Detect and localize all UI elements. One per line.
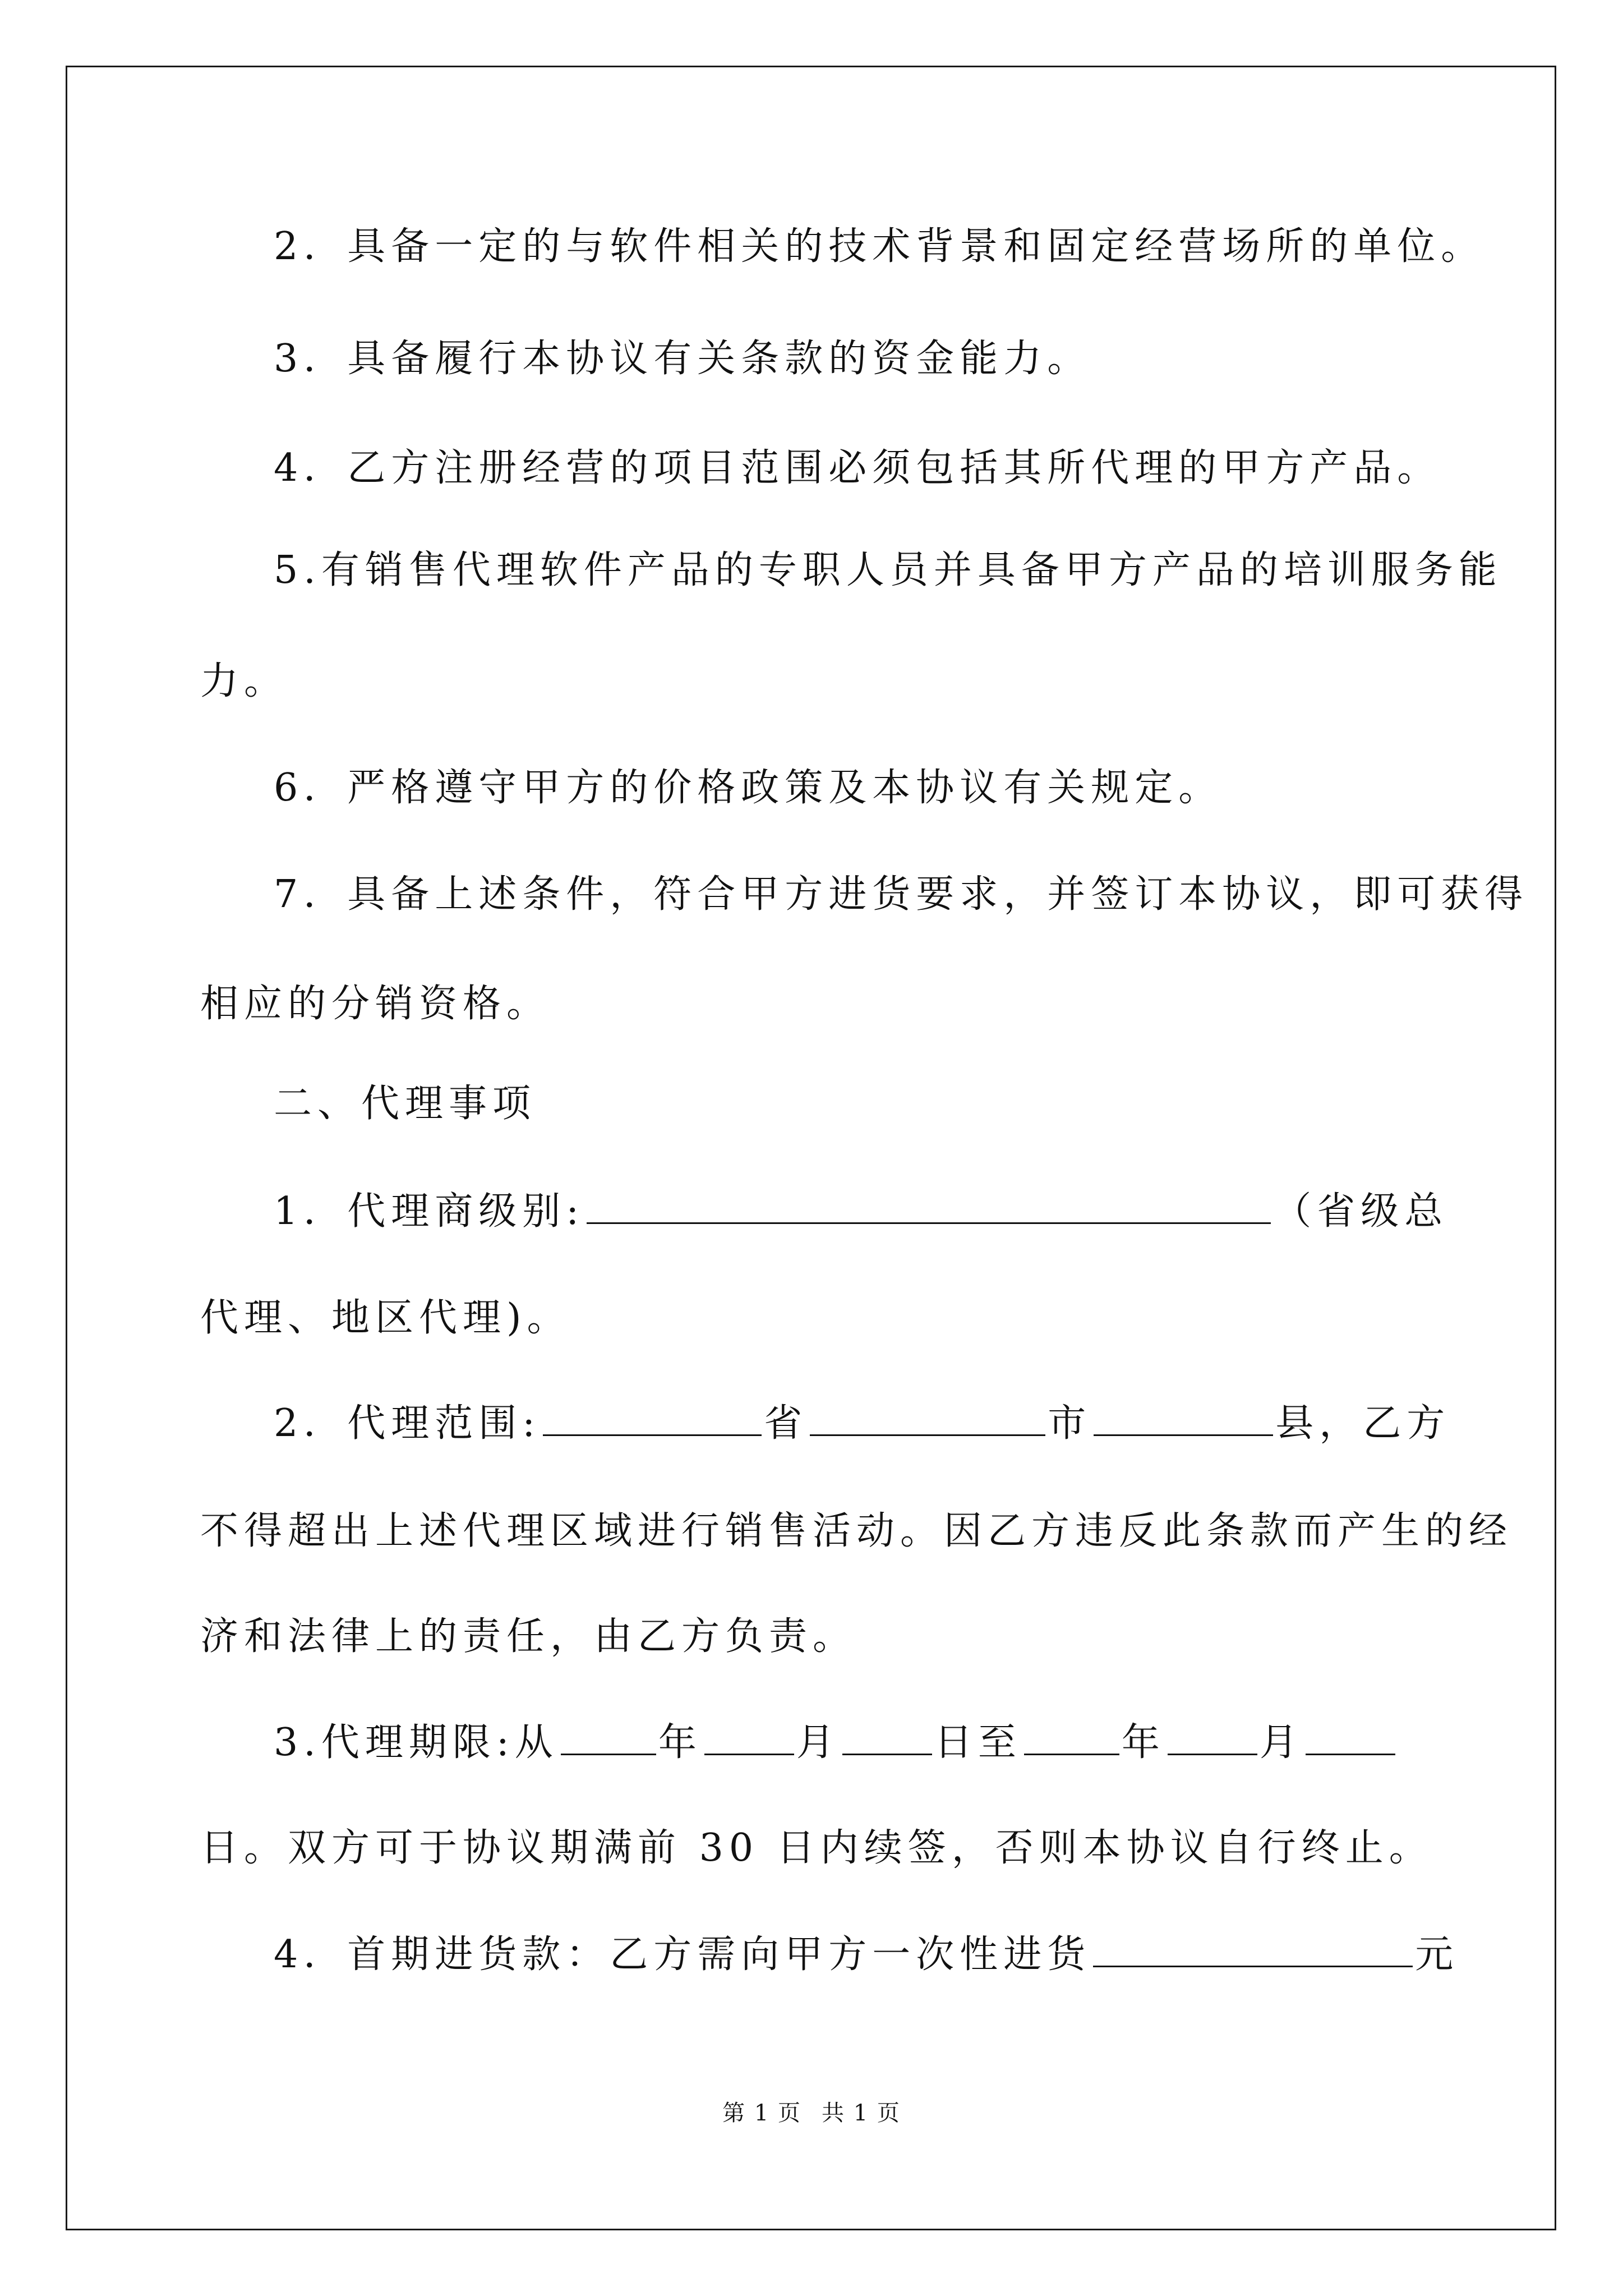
section-heading: 二、代理事项	[274, 1082, 537, 1126]
page-number: 第 1 页	[722, 2100, 801, 2126]
end-month-text: 月	[1259, 1720, 1303, 1765]
clause-7-line2: 相应的分销资格。	[200, 982, 551, 1026]
from-text: 从	[514, 1720, 559, 1765]
county-blank[interactable]	[1094, 1397, 1273, 1436]
county-text: 县，乙方	[1275, 1401, 1451, 1446]
end-year-blank[interactable]	[1024, 1717, 1119, 1755]
agent-level-suffix: （省级总	[1273, 1189, 1449, 1234]
clause-2: 2．具备一定的与软件相关的技术背景和固定经营场所的单位。	[274, 224, 1485, 269]
city-blank[interactable]	[810, 1397, 1045, 1436]
page-border	[66, 66, 1556, 2230]
agent-scope-line3: 济和法律上的责任，由乙方负责。	[200, 1614, 857, 1659]
clause-3: 3．具备履行本协议有关条款的资金能力。	[274, 337, 1091, 381]
agent-scope-line2: 不得超出上述代理区域进行销售活动。因乙方违反此条款而产生的经	[200, 1509, 1513, 1553]
start-year-blank[interactable]	[561, 1717, 656, 1755]
agent-level-line1	[274, 1184, 1507, 1240]
first-payment-blank[interactable]	[1093, 1929, 1413, 1967]
clause-4: 4．乙方注册经营的项目范围必须包括其所代理的甲方产品。	[274, 446, 1441, 490]
start-month-text: 月	[796, 1720, 840, 1765]
page-total: 共 1 页	[822, 2100, 901, 2126]
agent-scope-line1	[274, 1396, 1507, 1452]
start-year-text: 年	[658, 1720, 702, 1765]
agent-level-line2: 代理、地区代理)。	[200, 1296, 571, 1340]
start-month-blank[interactable]	[704, 1717, 794, 1755]
province-text: 省	[764, 1401, 808, 1446]
agent-period-label: 3.代理期限:	[274, 1720, 515, 1765]
page-footer	[0, 2095, 1623, 2127]
end-day-blank[interactable]	[1306, 1717, 1395, 1755]
agent-scope-label: 2．代理范围:	[274, 1401, 541, 1446]
city-text: 市	[1048, 1401, 1092, 1446]
clause-5-line2: 力。	[200, 659, 288, 703]
first-payment-label: 4．首期进货款：乙方需向甲方一次性进货	[274, 1932, 1091, 1977]
first-payment-unit: 元	[1415, 1932, 1459, 1977]
province-blank[interactable]	[543, 1397, 762, 1436]
clause-6: 6．严格遵守甲方的价格政策及本协议有关规定。	[274, 766, 1223, 810]
clause-5-line1: 5.有销售代理软件产品的专职人员并具备甲方产品的培训服务能	[274, 548, 1502, 592]
clause-7-line1: 7．具备上述条件，符合甲方进货要求，并签订本协议，即可获得	[274, 872, 1529, 917]
agent-period-line2: 日。双方可于协议期满前 30 日内续签，否则本协议自行终止。	[200, 1826, 1433, 1870]
end-month-blank[interactable]	[1168, 1717, 1257, 1755]
agent-level-label: 1．代理商级别:	[274, 1189, 585, 1234]
start-day-blank[interactable]	[842, 1717, 932, 1755]
agent-level-blank[interactable]	[587, 1185, 1271, 1224]
day-to-text: 日至	[934, 1720, 1022, 1765]
agent-period-line1	[274, 1715, 1507, 1771]
first-payment-line	[274, 1927, 1507, 1983]
end-year-text: 年	[1121, 1720, 1165, 1765]
